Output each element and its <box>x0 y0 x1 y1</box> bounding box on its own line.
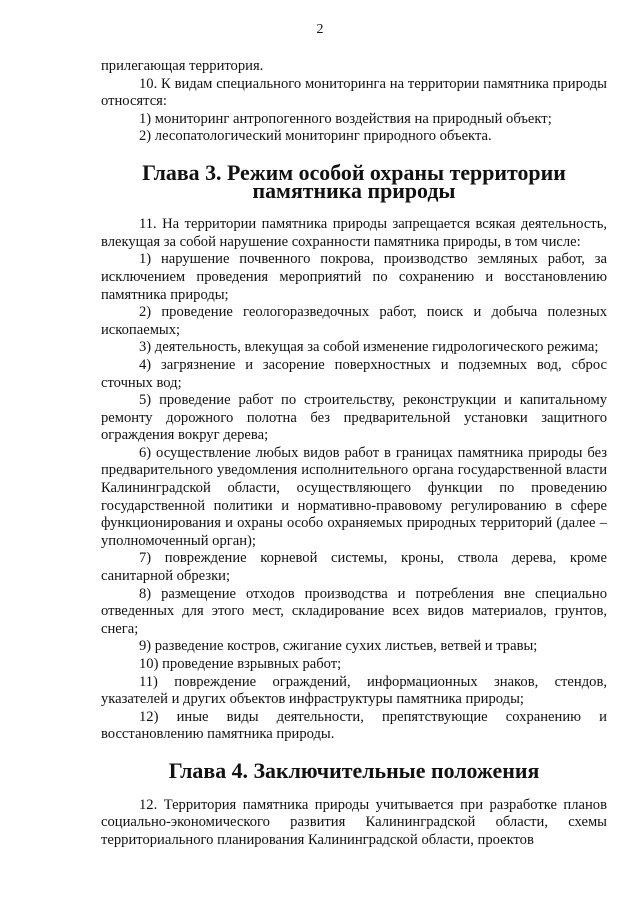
prohibition-10: 10) проведение взрывных работ; <box>139 656 342 672</box>
paragraph-monitoring-1: 1) мониторинг антропогенного воздействия на природный объект; <box>139 110 552 127</box>
page-number: 2 <box>316 22 324 37</box>
prohibition-9: 9) разведение костров, сжигание сухих листьев, ветвей и травы; <box>139 638 538 655</box>
prohibition-5: 5) проведение работ по строительству, реконструкции и капитальному ремонту дорожного полотна без предварительной установки защитного ограждения вокруг дерева; <box>101 392 607 444</box>
prohibition-2: 2) проведение геологоразведочных работ, поиск и добыча полезных ископаемых; <box>101 304 607 338</box>
chapter-3-heading: Глава 3. Режим особой охраны территории памятника природы <box>142 159 566 203</box>
chapter-4-heading: Глава 4. Заключительные положения <box>168 757 540 783</box>
document-body <box>101 58 607 849</box>
prohibition-12: 12) иные виды деятельности, препятствующие сохранению и восстановлению памятника природы. <box>101 708 607 743</box>
prohibition-8: 8) размещение отходов производства и потребления вне специально отведенных для этого мест, складирование всех видов материалов, грунтов, снега; <box>101 585 607 637</box>
prohibition-7: 7) повреждение корневой системы, кроны, ствола дерева, кроме санитарной обрезки; <box>101 550 607 585</box>
paragraph-item-11: 11. На территории памятника природы запрещается всякая деятельность, влекущая за собой нарушение сохранности памятника природы, в том числе: <box>101 216 607 250</box>
paragraph-item-10: 10. К видам специального мониторинга на территории памятника природы относятся: <box>101 75 607 110</box>
paragraph-item-12: 12. Территория памятника природы учитывается при разработке планов социально-экономического развития Калининградской области, схемы территориального планирования Калининградской области, проектов <box>101 796 607 848</box>
prohibition-6: 6) осуществление любых видов работ в границах памятника природы без предварительного уведомления исполнительного органа государственной власти Калининградской области, осуществляющего функции по проведению государственной политики и нормативно-правовому регулированию в сфере функционирования и охраны особо охраняемых природных территорий (далее – уполномоченный орган); <box>101 444 607 549</box>
prohibition-11: 11) повреждение ограждений, информационных знаков, стендов, указателей и других объектов инфраструктуры памятника природы; <box>101 673 607 708</box>
prohibition-3: 3) деятельность, влекущая за собой изменение гидрологического режима; <box>139 339 599 356</box>
prohibition-4: 4) загрязнение и засорение поверхностных и подземных вод, сброс сточных вод; <box>101 356 607 391</box>
prohibition-1: 1) нарушение почвенного покрова, производство земляных работ, за исключением проведения мероприятий по сохранению и восстановлению памятника природы; <box>101 251 607 303</box>
paragraph-monitoring-2: 2) лесопатологический мониторинг природного объекта. <box>139 128 492 145</box>
paragraph-continuation: прилегающая территория. <box>101 58 264 74</box>
